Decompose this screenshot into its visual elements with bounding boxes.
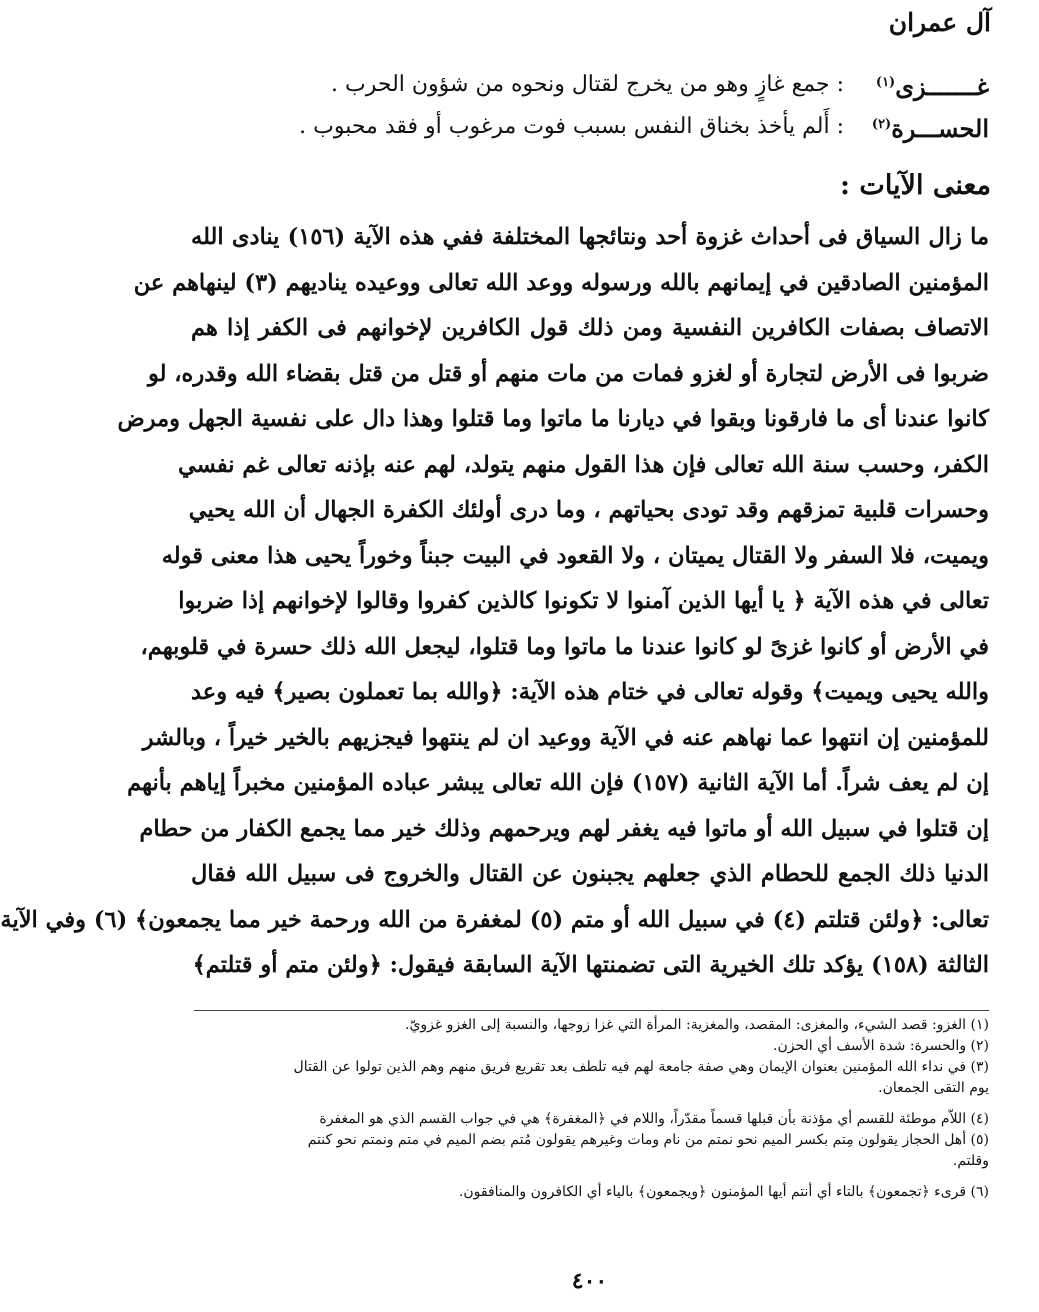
footnote-line: وقلتم. <box>952 1153 989 1169</box>
body-line: إن قتلوا في سبيل الله أو ماتوا فيه يغفر لهم ويرحمهم وذلك خير مما يجمع الكفار من حطام <box>139 815 989 842</box>
body-line: في الأرض أو كانوا غزىً لو كانوا عندنا ما ماتوا وما قتلوا، ليجعل الله ذلك حسرة في قلوبهم، <box>140 633 989 660</box>
body-line: الكفر، وحسب سنة الله تعالى فإن هذا القول منهم يتولد، لهم عنه بإذنه تعالى غم نفسي <box>178 451 989 478</box>
body-line: ويميت، فلا السفر ولا القتال يميتان ، ولا القعود في البيت جبناً وخوراً يحيى هذا معنى قوله <box>161 542 989 569</box>
footnote-line: (٢) والحسرة: شدة الأسف أي الحزن. <box>773 1038 989 1054</box>
glossary-term: الحســـرة$^{(٢)}$ <box>871 114 989 143</box>
body-line: الاتصاف بصفات الكافرين النفسية ومن ذلك قول الكافرين لإخوانهم فى الكفر إذا هم <box>191 315 989 341</box>
footnote-line: (٥) أهل الحجاز يقولون مِتم بكسر الميم نحو نمتم من نام ومات وغيرهم يقولون مُتم بضم الميم في متم ونمتم نحو كنتم <box>307 1132 989 1148</box>
footnote-line: (١) الغزو: قصد الشيء، والمغزى: المقصد، والمغزية: المرأة التي غزا زوجها، والنسبة إلى الغزو غزويّ. <box>405 1017 989 1033</box>
footnotes <box>194 1010 989 1203</box>
body-line: والله يحيى ويميت﴾ وقوله تعالى في ختام هذه الآية: ﴿والله بما تعملون بصير﴾ فيه وعد <box>191 679 989 705</box>
footnote-line: يوم التقى الجمعان. <box>878 1080 989 1096</box>
footnote-line: (٦) قرىء ﴿تجمعون﴾ بالتاء أي أنتم أيها المؤمنون ﴿ويجمعون﴾ بالياء أي الكافرون والمنافقون. <box>458 1184 989 1200</box>
glossary-definition: : جمع غازٍ وهو من يخرج لقتال ونحوه من شؤون الحرب . <box>331 72 844 97</box>
body-line: المؤمنين الصادقين في إيمانهم بالله ورسوله ووعد الله تعالى ووعيده يناديهم (٣) لينهاهم عن <box>133 269 989 296</box>
body-line: الدنيا ذلك الجمع للحطام الذي جعلهم يجبنون عن القتال والخروج فى سبيل الله فقال <box>191 861 989 887</box>
page-number: ٤٠٠ <box>571 1268 608 1294</box>
running-head: آل عمران <box>888 8 991 37</box>
body-line: تعالى في هذه الآية ﴿ يا أيها الذين آمنوا لا تكونوا كالذين كفروا وقالوا لإخوانهم إذا ضربوا <box>178 588 989 614</box>
section-title: معنى الآيات : <box>840 170 991 201</box>
footnote-line: (٣) في نداء الله المؤمنين بعنوان الإيمان وهي صفة جامعة لهم فيه تلطف بعد تقريع فريق منهم وهم الذين تولوا عن القتال <box>293 1059 989 1075</box>
body-text <box>0 215 990 989</box>
glossary-term: غـــــــزى$^{(١)}$ <box>875 72 989 101</box>
footnote-marker: (١) <box>875 75 896 90</box>
footnote-marker: (٢) <box>871 117 892 132</box>
body-line: ما زال السياق فى أحداث غزوة أحد ونتائجها المختلفة ففي هذه الآية (١٥٦) ينادى الله <box>191 224 990 250</box>
body-line: وحسرات قلبية تمزقهم وقد تودى بحياتهم ، وما درى أولئك الكفرة الجهال أن الله يحيي <box>188 497 989 523</box>
body-line: للمؤمنين إن انتهوا عما نهاهم عنه في الآية ووعيد ان لم ينتهوا فيجزيهم بالخير خيراً ، وبالشر <box>142 724 989 751</box>
body-line: تعالى: ﴿ولئن قتلتم (٤) في سبيل الله أو متم (٥) لمغفرة من الله ورحمة خير مما يجمعون﴾ (٦) وفي الآية <box>0 906 989 933</box>
body-line: كانوا عندنا أى ما فارقونا وبقوا في ديارنا ما ماتوا وما قتلوا وهذا دال على نفسية الجهل ومرض <box>117 406 989 432</box>
footnote-line: (٤) اللاّم موطئة للقسم أي مؤذنة بأن قبلها قسماً مقدّراً، واللام في ﴿المغفرة﴾ هي في جواب القسم الذي هو المغفرة <box>319 1111 989 1127</box>
body-line: ضربوا فى الأرض لتجارة أو لغزو فمات من مات منهم أو قتل من قتل بقضاء الله وقدره، لو <box>147 360 989 387</box>
body-line: الثالثة (١٥٨) يؤكد تلك الخيرية التى تضمنتها الآية السابقة فيقول: ﴿ولئن متم أو قتلتم﴾ <box>192 952 989 978</box>
body-line: إن لم يعف شراً. أما الآية الثانية (١٥٧) فإن الله تعالى يبشر عباده المؤمنين مخبراً إياهم بأنهم <box>127 770 989 796</box>
glossary-definition: : أَلم يأخذ بخناق النفس بسبب فوت مرغوب أو فقد محبوب . <box>299 114 844 139</box>
